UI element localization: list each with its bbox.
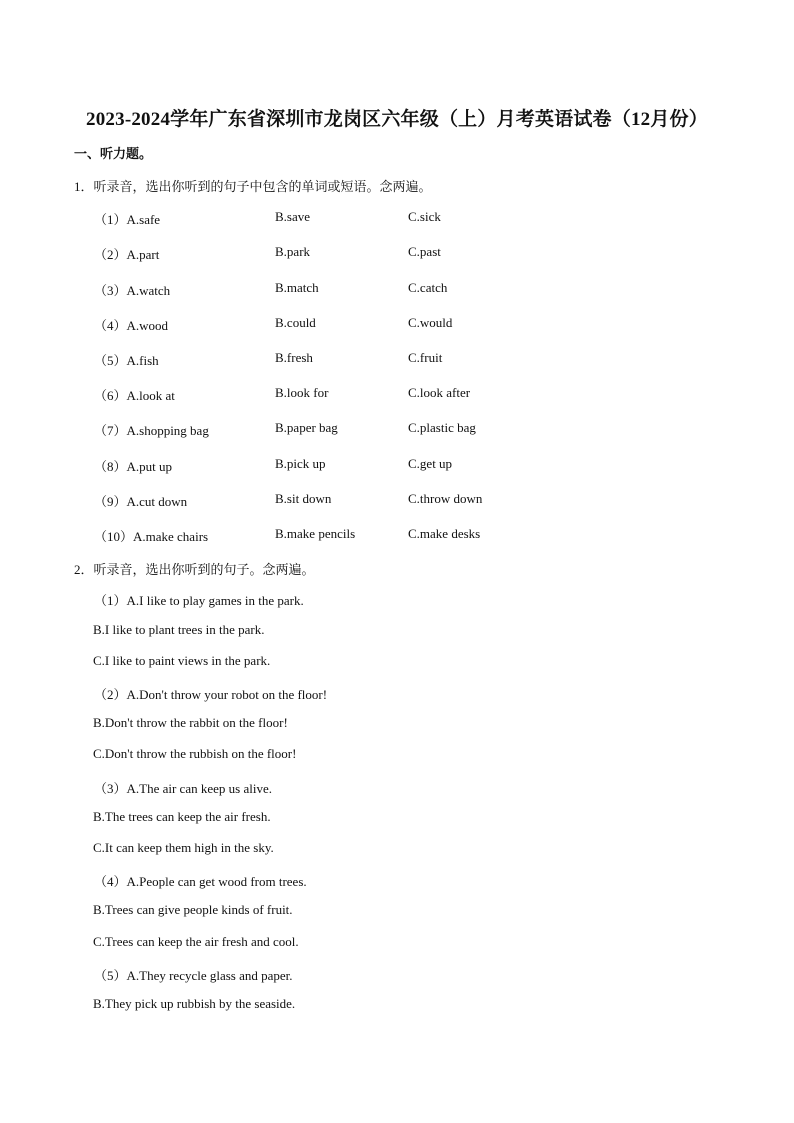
section-heading-listening: 一、听力题。 [74,146,153,161]
option-c: C.make desks [408,526,481,541]
option-b: B.park [275,244,311,259]
q1-item-7 [0,420,794,440]
option-b: B.match [275,280,319,295]
q2-line: B.The trees can keep the air fresh. [93,809,271,824]
page-title: 2023-2024学年广东省深圳市龙岗区六年级（上）月考英语试卷（12月份） [86,109,708,130]
option-c: C.plastic bag [408,420,476,435]
q2-line: B.I like to plant trees in the park. [93,622,265,637]
q1-item-9 [0,491,794,511]
option-b: B.save [275,209,311,224]
q2-line: C.Don't throw the rubbish on the floor! [93,746,297,761]
option-a: （10）A.make chairs [94,529,209,544]
option-c: C.get up [408,456,453,471]
option-c: C.would [408,315,453,330]
q1-item-4 [0,315,794,335]
option-a: （4）A.wood [94,318,169,333]
option-a: （6）A.look at [94,388,175,403]
q2-line: C.It can keep them high in the sky. [93,840,274,855]
q1-item-1 [0,209,794,229]
q2-line: C.I like to paint views in the park. [93,653,271,668]
option-b: B.could [275,315,316,330]
option-b: B.fresh [275,350,313,365]
q2-line: （5）A.They recycle glass and paper. [94,968,293,983]
q1-item-2 [0,244,794,264]
option-b: B.look for [275,385,329,400]
option-a: （1）A.safe [94,212,161,227]
option-b: B.paper bag [275,420,338,435]
option-c: C.sick [408,209,441,224]
option-b: B.sit down [275,491,332,506]
q2-line: C.Trees can keep the air fresh and cool. [93,934,299,949]
option-a: （9）A.cut down [94,494,188,509]
q2-line: （2）A.Don't throw your robot on the floor! [94,687,328,702]
option-c: C.catch [408,280,448,295]
option-b: B.pick up [275,456,326,471]
q2-line: （3）A.The air can keep us alive. [94,781,272,796]
q2-line: B.They pick up rubbish by the seaside. [93,996,296,1011]
option-a: （3）A.watch [94,283,171,298]
option-b: B.make pencils [275,526,356,541]
q1-item-6 [0,385,794,405]
q1-item-10 [0,526,794,546]
option-c: C.past [408,244,441,259]
option-a: （7）A.shopping bag [94,423,209,438]
option-c: C.look after [408,385,471,400]
question-2-prompt: 2．听录音，选出你听到的句子。念两遍。 [74,562,315,577]
option-c: C.throw down [408,491,483,506]
q2-line: （4）A.People can get wood from trees. [94,874,307,889]
option-a: （2）A.part [94,247,160,262]
option-a: （8）A.put up [94,459,173,474]
q2-line: B.Trees can give people kinds of fruit. [93,902,293,917]
question-1-prompt: 1．听录音，选出你听到的句子中包含的单词或短语。念两遍。 [74,179,432,194]
q1-item-5 [0,350,794,370]
q2-line: B.Don't throw the rabbit on the floor! [93,715,288,730]
q2-line: （1）A.I like to play games in the park. [94,593,304,608]
q1-item-3 [0,280,794,300]
q1-item-8 [0,456,794,476]
option-c: C.fruit [408,350,443,365]
option-a: （5）A.fish [94,353,159,368]
